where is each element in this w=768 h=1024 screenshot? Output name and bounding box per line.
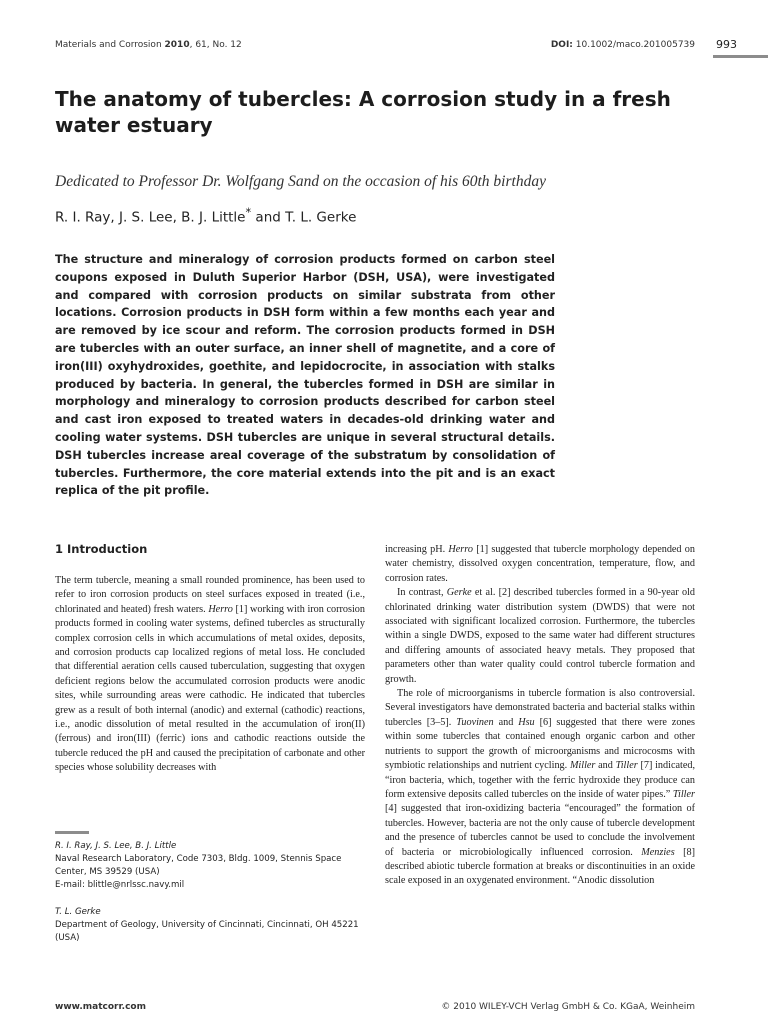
doi-value: 10.1002/maco.201005739 xyxy=(572,40,695,50)
journal-name: Materials and Corrosion xyxy=(55,40,162,50)
citation-author: Menzies xyxy=(641,846,675,858)
affiliation-names: R. I. Ray, J. S. Lee, B. J. Little xyxy=(55,841,177,851)
citation-author: Tuovinen xyxy=(456,716,494,728)
journal-url[interactable]: www.matcorr.com xyxy=(55,1002,146,1012)
authors-main: R. I. Ray, J. S. Lee, B. J. Little xyxy=(55,209,246,226)
affiliation-names: T. L. Gerke xyxy=(55,907,101,917)
citation-author: Hsu xyxy=(518,716,535,728)
journal-volume-issue: , 61, No. 12 xyxy=(189,40,242,50)
authors-rest: and T. L. Gerke xyxy=(251,209,357,226)
affiliation-block xyxy=(55,840,375,892)
copyright: © 2010 WILEY-VCH Verlag GmbH & Co. KGaA, Weinheim xyxy=(441,1002,695,1012)
running-header xyxy=(55,40,695,54)
dedication: Dedicated to Professor Dr. Wolfgang Sand on the occasion of his 60th birthday xyxy=(55,173,546,190)
abstract: The structure and mineralogy of corrosion products formed on carbon steel coupons exposed in Duluth Superior Harbor (DSH, USA), were investigated and compared with corrosion products on similar substrata from other locations. Corrosion products in DSH form within a few months each year and are removed by ice scour and reform. The corrosion products formed in DSH are tubercles with an outer surface, an inner shell of magnetite, and a core of iron(III) oxyhydroxides, goethite, and lepidocrocite, in association with stalks produced by bacteria. In general, the tubercles formed in DSH are similar in morphology and mineralogy to corrosion products described for carbon steel and cast iron exposed to treated waters in decades-old drinking water and cooling water systems. DSH tubercles are unique in several structural details. DSH tubercles increase areal coverage of the substratum by consolidation of tubercles. Furthermore, the core material extends into the pit and is an exact replica of the pit profile. xyxy=(55,253,555,498)
article-title: The anatomy of tubercles: A corrosion study in a fresh water estuary xyxy=(55,87,671,137)
citation-author: Miller xyxy=(569,760,596,772)
affiliation-block xyxy=(55,906,375,945)
paragraph: increasing pH. Herro [1] suggested that tubercle morphology depended on water chemistry, dissolved oxygen concentration, temperature, flow, and corrosion rates. xyxy=(385,544,695,584)
affiliation-line: Naval Research Laboratory, Code 7303, Bldg. 1009, Stennis Space xyxy=(55,854,342,864)
journal-year: 2010 xyxy=(164,40,190,50)
journal-citation xyxy=(55,40,242,50)
author-list xyxy=(55,206,715,226)
section-heading: 1 Introduction xyxy=(55,542,148,556)
affiliation-divider xyxy=(55,831,89,834)
citation-author: Tiller xyxy=(672,788,695,800)
corresponding-author-mark: * xyxy=(245,206,252,219)
body-column-right xyxy=(385,543,695,889)
paragraph: In contrast, Gerke et al. [2] described tubercles formed in a 90-year old chlorinated drinking water distribution system (DWDS) that were not associated with significant localized corrosion. Furthermore, the tubercles within a single DWDS, exposed to the same water had different structures and differing amounts of associated heavy metals. They proposed that parameters other than water quality could control tubercle formation and growth. xyxy=(385,587,695,685)
citation-author: Gerke xyxy=(446,587,472,599)
affiliation-line: Center, MS 39529 (USA) xyxy=(55,867,160,877)
body-column-left xyxy=(55,574,365,776)
citation-author: Herro xyxy=(208,603,233,615)
citation-author: Herro xyxy=(448,544,473,555)
doi xyxy=(551,40,695,50)
affiliation-email: E-mail: blittle@nrlssc.navy.mil xyxy=(55,880,185,890)
affiliation-line: Department of Geology, University of Cincinnati, Cincinnati, OH 45221 xyxy=(55,920,359,930)
page-number: 993 xyxy=(716,38,737,51)
paragraph: The role of microorganisms in tubercle formation is also controversial. Several investigators have demonstrated bacteria and bacterial stalks within tubercles [3–5]. Tuovinen and Hsu [6] suggested that there were zones within some tubercles that contained enough organic carbon and other nutrients to support the growth of microorganisms and microcosms with symbiotic relationships and nutrient cycling. Miller and Tiller [7] indicated, “iron bacteria, which, together with the ferric hydroxide they produce can form extensive deposits called tubercles on the inside of water pipes.” Tiller [4] suggested that iron-oxidizing bacteria “encouraged” the formation of tubercles. However, bacteria are not the only cause of tubercle development and the presence of tubercles cannot be used to conclude the involvement of bacteria or microbiologically influenced corrosion. Menzies [8] described abiotic tubercle formation at breaks or discontinuities in an oxide scale exposed in an oxygenated environment. “Anodic dissolution xyxy=(385,688,695,887)
citation-author: Tiller xyxy=(615,760,638,772)
doi-label: DOI: xyxy=(550,40,573,50)
affiliation-line: (USA) xyxy=(55,933,80,943)
page-number-bar xyxy=(713,55,768,58)
paragraph: The term tubercle, meaning a small rounded prominence, has been used to refer to iron corrosion products on steel surfaces exposed in treated (i.e., chlorinated and heated) fresh waters. Herro [1] working with iron corrosion products formed in cooling water systems, defined tubercles as structurally complex corrosion cells in which accumulations of metal oxides, deposits, and corrosion products cap localized regions of metal loss. He concluded that differential aeration cells caused tuberculation, suggesting that oxygen deficient regions below the accumulated corrosion products were anodic sites, while surrounding areas were cathodic. He indicated that tubercles grew as a result of both internal (anodic) and external (cathodic) reactions, i.e., anodic dissolution of metal resulted in the accumulation of iron(II) (ferrous) and iron(III) (ferric) ions and cathodic reactions outside the tubercle reduced the pH and caused the precipitation of carbonate and other species whose solubility decreases with xyxy=(55,575,365,774)
